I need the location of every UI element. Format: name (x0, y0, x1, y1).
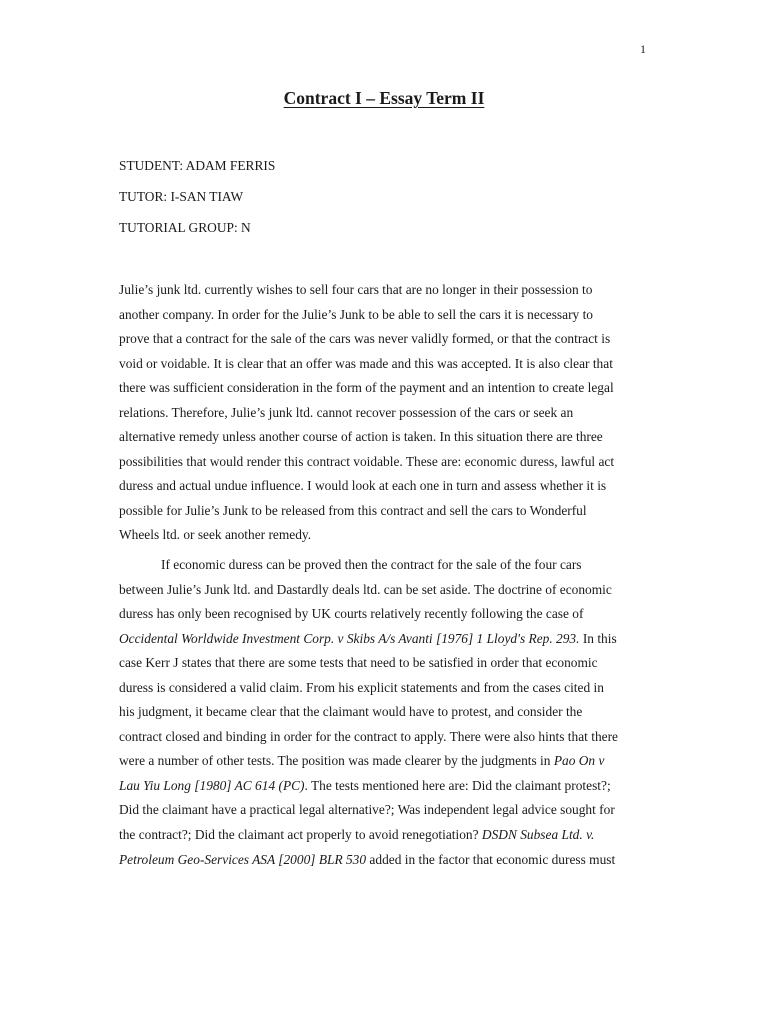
tutor-line: TUTOR: I-SAN TIAW (119, 189, 244, 204)
text-line: void or voidable. It is clear that an offer was made and this was accepted. It is also clear that (119, 355, 613, 371)
text-line: there was sufficient consideration in the form of the payment and an intention to create legal (119, 380, 614, 396)
text-line: case Kerr J states that there are some tests that need to be satisfied in order that economic (119, 655, 598, 671)
text-fragment: the contract?; Did the claimant act properly to avoid renegotiation? (119, 827, 482, 843)
text-line: Julie’s junk ltd. currently wishes to sell four cars that are no longer in their possession to (119, 282, 593, 297)
case-citation: Lau Yiu Long [1980] AC 614 (PC) (119, 777, 305, 793)
essay-title: Contract I – Essay Term II (283, 88, 485, 108)
text-line: between Julie’s Junk ltd. and Dastardly deals ltd. can be set aside. The doctrine of economic (119, 581, 612, 597)
text-line: duress has only been recognised by UK courts relatively recently following the case of (119, 606, 584, 622)
case-citation: DSDN Subsea Ltd. v. (481, 827, 595, 843)
text-fragment: . The tests mentioned here are: Did the claimant protest?; (304, 777, 611, 793)
text-line: contract closed and binding in order for the contract to apply. There were also hints that there (119, 728, 618, 744)
text-line: Did the claimant have a practical legal alternative?; Was independent legal advice sought for (119, 802, 615, 818)
page-number: 1 (640, 42, 646, 56)
text-line (119, 627, 651, 652)
text-line: duress and actual undue influence. I would look at each one in turn and assess whether it is (119, 478, 607, 494)
text-line (119, 749, 651, 774)
student-line: STUDENT: ADAM FERRIS (119, 158, 276, 173)
essay-body (119, 278, 651, 872)
tutorial-group-line: TUTORIAL GROUP: N (119, 220, 251, 235)
case-citation: Petroleum Geo-Services ASA [2000] BLR 530 (119, 851, 367, 867)
case-citation: Occidental Worldwide Investment Corp. v Skibs A/s Avanti [1976] 1 Lloyd's Rep. 293. (119, 630, 580, 646)
text-line: If economic duress can be proved then the contract for the sale of the four cars (161, 557, 582, 573)
text-line: possible for Julie’s Junk to be released from this contract and sell the cars to Wonderful (119, 502, 587, 518)
text-line: prove that a contract for the sale of the cars was never validly formed, or that the contract is (119, 331, 611, 347)
text-line: his judgment, it became clear that the claimant would have to protest, and consider the (119, 704, 583, 720)
text-line (119, 823, 651, 848)
text-line: another company. In order for the Julie’s Junk to be able to sell the cars it is necessary to (119, 306, 593, 322)
paragraph-economic-duress (119, 553, 651, 872)
text-line: possibilities that would render this contract voidable. These are: economic duress, lawful act (119, 453, 615, 469)
text-fragment: In this (579, 630, 617, 646)
paragraph-introduction (119, 278, 651, 548)
text-line: duress is considered a valid claim. From his explicit statements and from the cases cited in (119, 679, 604, 695)
text-line: Wheels ltd. or seek another remedy. (119, 527, 312, 543)
text-fragment: added in the factor that economic duress must (366, 851, 616, 867)
text-line: relations. Therefore, Julie’s junk ltd. cannot recover possession of the cars or seek an (119, 404, 574, 420)
text-line (119, 774, 651, 799)
text-fragment: were a number of other tests. The position was made clearer by the judgments in (119, 753, 554, 769)
case-citation: Pao On v (553, 753, 605, 769)
text-line: alternative remedy unless another course of action is taken. In this situation there are three (119, 429, 603, 445)
text-line (119, 848, 651, 873)
